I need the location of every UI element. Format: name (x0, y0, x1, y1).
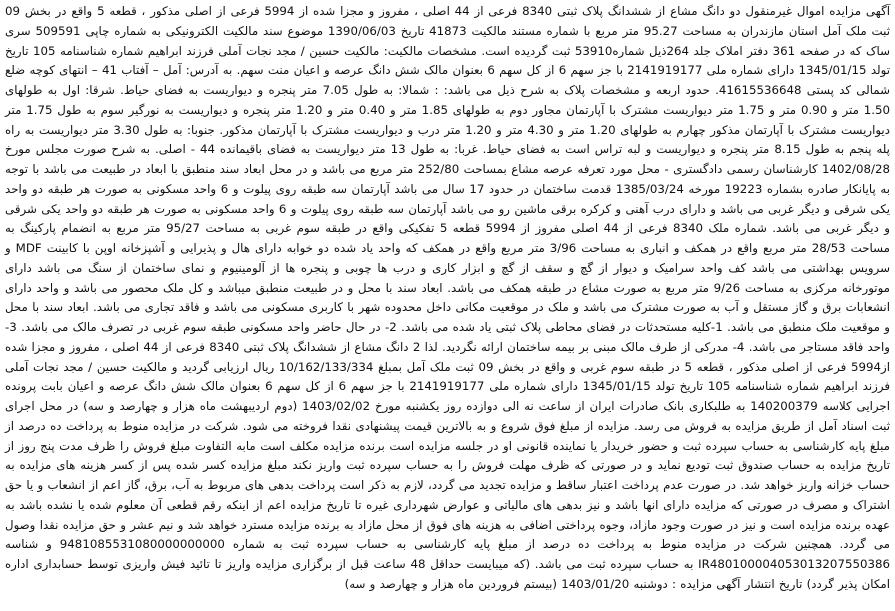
auction-notice-text: آگهی مزایده اموال غیرمنقول دو دانگ مشاع از ششدانگ پلاک ثبتی 8340 فرعی از 44 اصلی ، مفروز و مجزا شده از 5994 فرعی از اصلی مذکور ، قطعه 5 واقع در بخش 09 ثبت ملک آمل استان مازندران به مساحت 95.27 متر مربع با شماره مستند مالکیت 41873 تاریخ 1390/06/03 موضوع سند مالکیت الکترونیکی به شماره چاپی 509591 سری ساک که در صفحه 361 دفتر املاک جلد 264ذیل شماره53910 ثبت گردیده است. مشخصات مالکیت: مالکیت حسین / مجد نجات آملی فرزند ابراهیم شماره شناسنامه 105 تاریخ تولد 1345/01/15 دارای شماره ملی 2141919177 با جز سهم 6 از کل سهم 6 بعنوان مالک شش دانگ عرصه و اعیان منت سهم. به آدرس: آمل – آفتاب 41 – انتهای کوچه ضلع شمالی کد پستی 41615536648. حدود اربعه و مشخصات پلاک به شرح ذیل می باشد: : شمالا: به طول 7.05 متر پنجره و دیواریست به فضای حیاط. شرقا: اول به طولهای 1.50 متر و 0.90 متر و 1.75 متر دیواریست مشترک با آپارتمان مجاور دوم به طولهای 1.85 متر و 0.40 متر و 1.20 متر پنجره و دیواریست به نورگیر سوم به طول 1.75 متر دیواریست مشترک با آپارتمان مذکور چهارم به طولهای 1.20 متر و 4.30 متر و 1.20 متر درب و دیواریست مشترک با آپارتمان مذکور. جنوبا: به طول 3.30 متر دیواریست به راه پله پنجم به طول 8.15 متر پنجره و دیواریست و لبه تراس است به فضای حیاط. غربا: به طول 13 متر دیواریست به فضای باقیمانده 44 - اصلی. به شرح صورت مجلس مورخ 1402/08/28 کارشناسان رسمی دادگستری - محل مورد تعرفه عرصه مشاع بمساحت 252/80 متر مربع می باشد و در محل ابعاد سند منطبق با ابعاد در طبیعت می باشد با توجه به پایانکار صادره بشماره 19223 مورخه 1385/03/24 قدمت ساختمان در حدود 17 سال می باشد آپارتمان سه طبقه روی پیلوت و 6 واحد مسکونی به صورت هر طبقه دو واحد یکی شرقی و دیگر غربی می باشد و دارای درب آهنی و کرکره برقی ماشین رو می باشد آپارتمان سه طبقه روی پیلوت و 6 واحد مسکونی به صورت هر طبقه دو واحد یکی شرقی و دیگر غربی می باشد. شماره ملک 8340 فرعی از 44 اصلی مفروز از 5994 قطعه 5 تفکیکی واقع در طبقه سوم غربی به مساحت 95/27 متر مربع به انضمام پارکینگ به مساحت 28/53 متر مربع واقع در همکف و انباری به مساحت 3/96 متر مربع واقع در همکف که واحد یاد شده دو خوابه دارای هال و پذیرایی و آشپزخانه اوپن با کابینت MDF و سرویس بهداشتی می باشد کف واحد سرامیک و دیوار از گچ و سقف از گچ و ابزار کاری و درب ها چوبی و پنجره ها از آلومینیوم و نمای ساختمان از سنگ می باشد دارای موتورخانه مرکزی به مساحت 9/26 متر مربع به صورت مشاع در طبقه همکف می باشد. ابعاد سند با محل و در طبیعت منطبق میباشد و کل ملک محصور می باشد و واحد دارای انشعابات برق و گاز مستقل و آب به صورت مشترک می باشد و ملک در موقعیت مکانی داخل محدوده شهر با کاربری مسکونی می باشد و فاقد تجاری می باشد. ابعاد سند با محل و موقعیت ملک منطبق می باشد. 1-کلیه مستحدثات در فضای محاطی پلاک ثبتی یاد شده می باشد. 2- در حال حاضر واحد مسکونی طبقه سوم غربی در تصرف مالک می باشد. 3- واحد فاقد مستاجر می باشد. 4- مدرکی از طرف مالک مبنی بر بیمه ساختمان ارائه نگردید. لذا 2 دانگ مشاع از ششدانگ پلاک ثبتی 8340 فرعی از 44 اصلی ، مفروز و مجزا شده از5994 فرعی از اصلی مذکور ، قطعه 5 در طبقه سوم غربی و واقع در بخش 09 ثبت ملک آمل بمبلغ 10/162/133/334 ریال ارزیابی گردید و مالکیت حسین / مجد نجات آملی فرزند ابراهیم شماره شناسنامه 105 تاریخ تولد 1345/01/15 دارای شماره ملی 2141919177 با جز سهم 6 از کل سهم 6 بعنوان مالک شش دانگ عرصه و اعیان بابت پرونده اجرایی کلاسه 140200379 به طلبکاری بانک صادرات ایران از ساعت نه الی دوازده روز یکشنبه مورخ 1403/02/02 (دوم اردیبهشت ماه هزار و چهارصد و سه) در محل اجرای ثبت اسناد آمل از طریق مزایده به فروش می رسد. مزایده از مبلغ فوق شروع و به بالاترین قیمت پیشنهادی نقدا فروخته می شود. شرکت در مزایده منوط به پرداخت ده درصد از مبلغ پایه کارشناسی به حساب سپرده ثبت و حضور خریدار یا نماینده قانونی او در جلسه مزایده است برنده مزایده مکلف است مابه التفاوت مبلغ فروش را ظرف مدت پنج روز از تاریخ مزایده به حساب صندوق ثبت تودیع نماید و در صورتی که ظرف مهلت فروش را به حساب سپرده ثبت واریز نکند مبلغ مزایده کسر شده پس از کسر هزینه های مزایده به حساب خزانه واریز خواهد شد. در صورت عدم پرداخت اعتبار ساقط و مزایده تجدید می گردد، لازم به ذکر است پرداخت بدهی های مربوط به آب، برق، گاز اعم از انشعاب و یا حق اشتراک و مصرف در صورتی که مزایده دارای انها باشد و نیز بدهی های مالیاتی و عوارض شهرداری غیره تا تاریخ مزایده اعم از اینکه رقم قطعی آن معلوم شده یا نشده باشد به عهده برنده مزایده است و نیز در صورت وجود مازاد، وجوه پرداختی اضافی به هزینه های فوق از محل مازاد به برنده مزایده مسترد خواهد شد و نیم عشر و حق مزایده نقدا وصول می گردد. همچنین شرکت در مزایده منوط به پرداخت ده درصد از مبلغ پایه کارشناسی به حساب سپرده ثبت به شماره 9481085531080000000000 و شناسه IR480100004053013207550386 به حساب سپرده ثبت می باشد. (که میبایست حداقل 48 ساعت قبل از برگزاری مزایده واریز تا تائید فیش واریزی توسط حسابداری اداره امکان پذیر گردد) تاریخ انتشار آگهی مزایده : دوشنبه 1403/01/20 (بیستم فروردین ماه هزار و چهارصد و سه) (5, 4, 891, 591)
